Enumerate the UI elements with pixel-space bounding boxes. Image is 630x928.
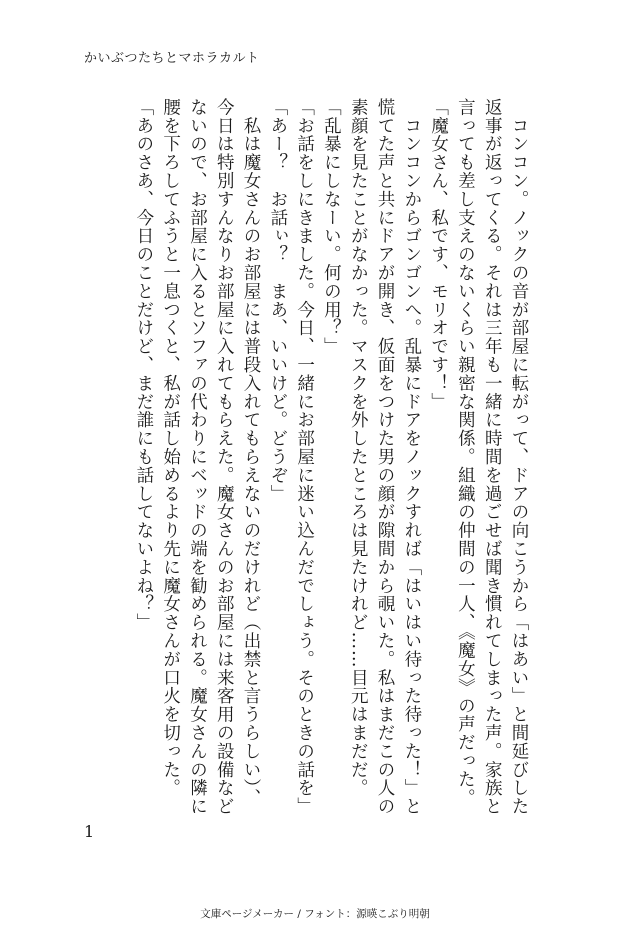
body-line: コンコンからゴンゴンへ。乱暴にドアをノックすれば「はいはい待った待った！」と (401, 98, 422, 816)
body-line: 「あのさあ、今日のことだけど、まだ誰にも話してないよね？」 (133, 98, 154, 632)
body-line: 素顔を見たことがなかった。マスクを外したところは見たけれど……目元はまだだ。 (348, 98, 369, 798)
body-line: コンコン。ノックの音が部屋に転がって、ドアの向こうから「はあい」と間延びした (509, 98, 529, 816)
body-line: 「あー？ お話ぃ？ まあ、いいけど。どうぞ」 (267, 98, 288, 503)
vertical-text-body (80, 98, 532, 818)
footer-credit: 文庫ページメーカー / フォント：源暎こぶり明朝 (200, 908, 430, 920)
running-title: かいぶつたちとマホラカルト (84, 51, 260, 66)
body-line: 「魔女さん、私です、モリオです！」 (428, 98, 449, 411)
body-line: 「お話をしにきました。今日、一緒にお部屋に迷い込んだでしょう。そのときの話を」 (294, 98, 315, 816)
body-line: ないので、お部屋に入るとソファの代わりにベッドの端を勧められる。魔女さんの隣に (187, 98, 208, 816)
body-line: 「乱暴にしなーい。何の用？」 (321, 98, 342, 356)
body-line: 腰を下ろしてふうと一息つくと、私が話し始めるより先に魔女さんが口火を切った。 (160, 98, 181, 798)
body-line: 私は魔女さんのお部屋には普段入れてもらえないのだけれど（出禁と言うらしい）、 (241, 98, 262, 807)
body-line: 慌てた声と共にドアが開き、仮面をつけた男の顔が隙間から覗いた。私はまだこの人の (375, 98, 396, 816)
body-line: 返事が返ってくる。それは三年も一緒に時間を過ごせば聞き慣れてしまった声。家族と (482, 98, 503, 816)
page-number: 1 (84, 822, 95, 841)
body-line: 言っても差し支えのないくらい親密な関係。組織の仲間の一人、《魔女》の声だった。 (455, 98, 476, 807)
body-line: 今日は特別すんなりお部屋に入れてもらえた。魔女さんのお部屋には来客用の設備など (214, 98, 235, 816)
